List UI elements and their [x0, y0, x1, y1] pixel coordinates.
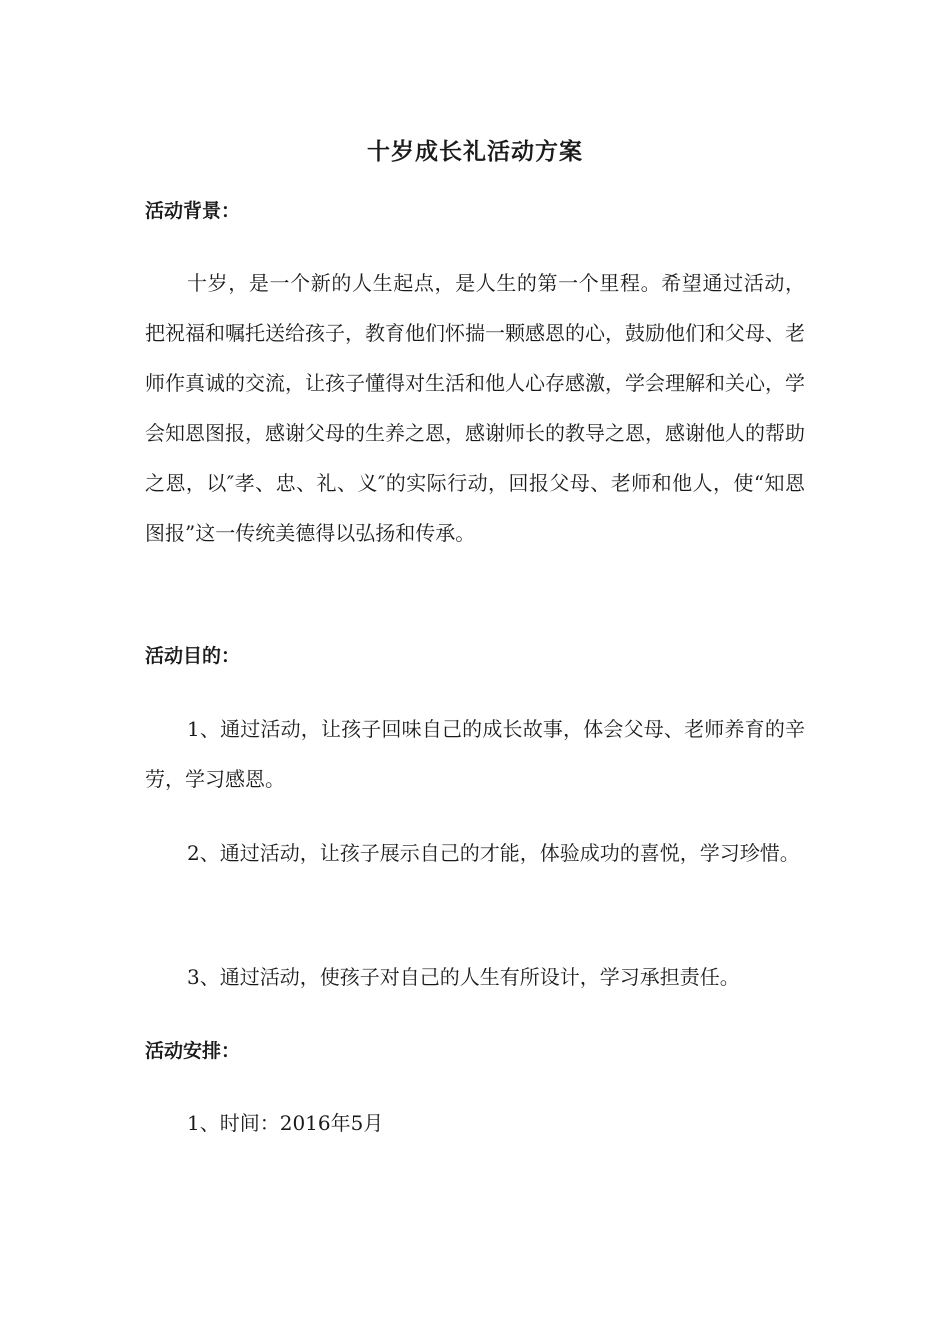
background-paragraph: 十岁，是一个新的人生起点，是人生的第一个里程。希望通过活动，把祝福和嘱托送给孩子，教育他们怀揣一颗感恩的心，鼓励他们和父母、老师作真诚的交流，让孩子懂得对生活和他人心存感激，学会理解和关心，学会知恩图报，感谢父母的生养之恩，感谢师长的教导之恩，感谢他人的帮助之恩，以″孝、忠、礼、义″的实际行动，回报父母、老师和他人，使“知恩图报”这一传统美德得以弘扬和传承。 [145, 271, 805, 545]
section-heading-arrangement: 活动安排： [145, 1040, 241, 1062]
purpose-item-2: 2、通过活动，让孩子展示自己的才能，体验成功的喜悦，学习珍惜。 [187, 841, 800, 865]
purpose-item-3: 3、通过活动，使孩子对自己的人生有所设计，学习承担责任。 [187, 965, 740, 989]
purpose-item-1: 1、通过活动，让孩子回味自己的成长故事，体会父母、老师养育的辛劳，学习感恩。 [145, 717, 805, 791]
document-title: 十岁成长礼活动方案 [367, 138, 583, 165]
section-heading-background: 活动背景： [145, 200, 241, 222]
section-heading-purpose: 活动目的： [145, 645, 241, 667]
arrangement-item-1: 1、时间：2016年5月 [187, 1111, 384, 1135]
